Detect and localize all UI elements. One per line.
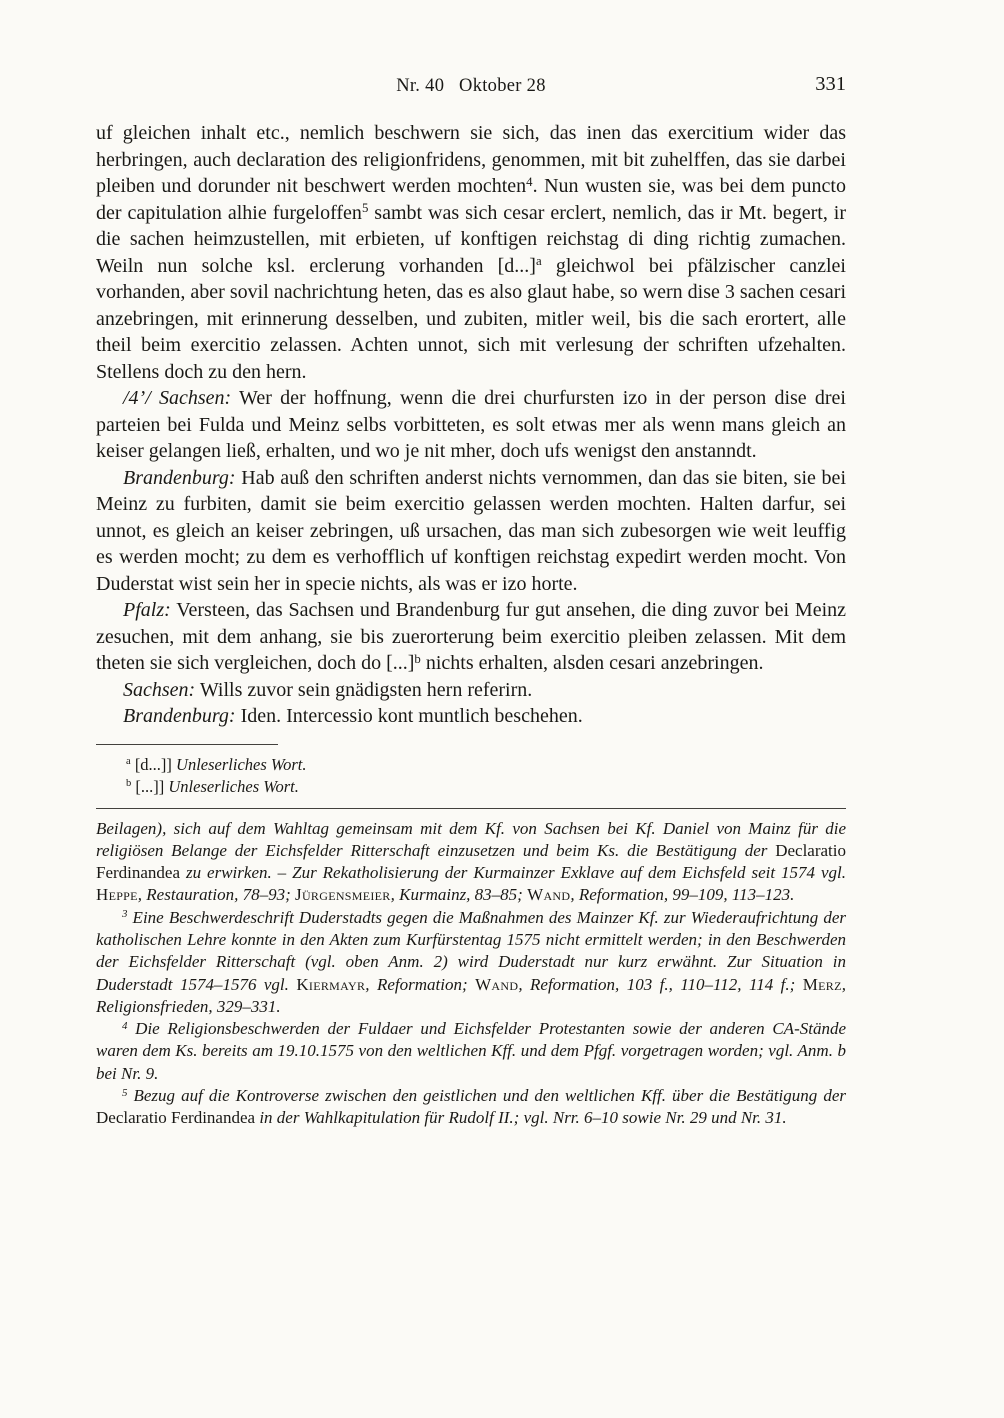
text-segment: Declaratio Ferdinandea	[96, 1108, 256, 1128]
text-segment: Wer der hoffnung, wenn die drei churfursten izo in der person dise drei parteien bei Fulda und Meinz selbs vorbitteten, es solt etwas mer als wenn mans gleich an keiser gelangen ließ, erhalten, und wo je nit mher, doch ufs wenigst den anstanndt.	[96, 387, 846, 462]
text-segment: Merz	[802, 974, 842, 994]
text-segment: , Kurmainz, 83–85;	[390, 885, 528, 905]
page-number: 331	[815, 73, 846, 95]
text-segment: , Restauration, 78–93;	[137, 885, 296, 905]
superscript-ref: 3	[122, 908, 128, 921]
text-segment: Brandenburg:	[123, 466, 236, 489]
main-text	[96, 120, 846, 730]
apparatus-note	[96, 754, 846, 776]
footnote	[96, 1085, 846, 1130]
apparatus-separator	[96, 744, 278, 745]
superscript-ref: 5	[361, 201, 369, 216]
body-paragraph	[96, 597, 846, 677]
page-header	[96, 73, 846, 104]
text-segment: Sachsen:	[123, 678, 196, 701]
text-segment: Brandenburg:	[123, 705, 236, 727]
text-block	[96, 73, 846, 1130]
footnote-separator	[96, 808, 846, 809]
text-segment: Wills zuvor sein gnädigsten hern referirn.	[195, 678, 533, 701]
text-segment: Wand	[475, 974, 519, 994]
footnote	[96, 907, 846, 1018]
body-paragraph	[96, 120, 846, 385]
footnote-list	[96, 818, 846, 1130]
superscript-ref: 4	[122, 1019, 128, 1032]
body-paragraph	[96, 677, 846, 704]
text-segment: Die Religionsbeschwerden der Fuldaer und Eichsfelder Protestanten sowie der anderen CA-Stände waren dem Ks. bereits am 19.10.1575 von den weltlichen Kff. und dem Pfgf. vorgetragen worden; vgl. Anm. b bei Nr. 9.	[96, 1019, 846, 1083]
text-segment: Kiermayr	[296, 974, 366, 994]
text-segment: Beilagen), sich auf dem Wahltag gemeinsam mit dem Kf. von Sachsen bei Kf. Daniel von Mainz für die religiösen Belange der Eichsfelder Ritterschaft einzusetzen und beim Ks. die Bestätigung der	[96, 818, 846, 860]
text-segment: Declaratio Ferdinandea	[96, 840, 846, 883]
text-segment: Versteen, das Sachsen und Brandenburg fur gut ansehen, die ding zuvor bei Meinz zesuchen, mit dem anhang, sie bis zuerorterung beim exercitio pleiben zelassen. Mit dem theten sie sich vergleichen, doch do [...]	[96, 599, 846, 674]
text-segment: Unleserliches Wort.	[176, 754, 307, 774]
text-segment: zu erwirken. – Zur Rekatholisierung der Kurmainzer Exklave auf dem Eichsfeld seit 1574 vgl.	[180, 863, 846, 883]
text-segment: , Reformation, 99–109, 113–123.	[570, 885, 795, 905]
text-segment: Pfalz:	[123, 599, 171, 621]
text-segment: Unleserliches Wort.	[168, 776, 299, 796]
superscript-ref: b	[414, 651, 421, 666]
apparatus-list	[96, 754, 846, 798]
body-paragraph	[96, 385, 846, 465]
text-segment: Iden. Intercessio kont muntlich beschehen.	[235, 705, 583, 727]
apparatus-note	[96, 776, 846, 798]
text-segment: gleichwol bei pfälzischer canzlei vorhanden, aber sovil nachrichtung heten, das es also glaut habe, so wern dise 3 sachen cesari anzebringen, mit erinnerung desselben, und zubiten, mitler weil, bis die sach erortert, alle theil beim exercitio zelassen. Achten unnot, sich mit verlesung der schriften ufzehalten. Stellens doch zu den hern.	[96, 254, 846, 383]
body-paragraph	[96, 703, 846, 730]
text-segment: [...]]	[131, 776, 169, 796]
text-segment: nichts erhalten, alsden cesari anzebringen.	[420, 652, 764, 674]
text-segment: [d...]]	[130, 754, 177, 774]
footnote	[96, 818, 846, 907]
text-segment: Jürgensmeier	[295, 885, 391, 905]
text-segment: uf gleichen inhalt etc., nemlich beschwern sie sich, das inen das exercitium wider das herbringen, auch declaration des religionfridens, genommen, mit bit zuhelffen, das sie darbei pleiben und dorunder nit beschwert werden mochten	[96, 122, 846, 197]
text-segment: Bezug auf die Kontroverse zwischen den geistlichen und den weltlichen Kff. über die Bestätigung der	[127, 1086, 846, 1106]
text-segment: Wand	[527, 885, 571, 905]
superscript-ref: a	[126, 756, 131, 768]
footnote	[96, 1018, 846, 1085]
text-segment: Hab auß den schriften anderst nichts vernommen, dan das sie biten, sie bei Meinz zu furbiten, damit sie beim exercitio gelassen werden mochten. Halten darfur, sei unnot, es gleich an keiser zebringen, uß ursachen, das man sich zubesorgen wie weit leuffig es werden mocht; zu dem es verhofflich uf konftigen reichstag expedirt werden mocht. Von Duderstat wist sein her in specie nichts, als was er izo horte.	[96, 466, 846, 595]
text-segment: sambt was sich cesar erclert, nemlich, das ir Mt. begert, ir die sachen heimzustellen, mit erbieten, uf konftigen reichstag di ding richtig zumachen. Weiln nun solche ksl. erclerung vorhanden [d...]	[96, 201, 846, 277]
superscript-ref: a	[535, 254, 542, 269]
text-segment: Eine Beschwerdeschrift Duderstadts gegen die Maßnahmen des Mainzer Kf. zur Wiederaufrichtung der katholischen Lehre konnte in den Akten zum Kurfürstentag 1575 nicht ermittelt werden; in den Beschwerden der Eichsfelder Ritterschaft (vgl. oben Anm. 2) wird Duderstadt nur kurz erwähnt. Zur Situation in Duderstadt 1574–1576 vgl.	[96, 907, 846, 994]
text-segment: Heppe	[96, 885, 138, 905]
body-paragraph	[96, 465, 846, 598]
apparatus-section	[96, 744, 846, 798]
text-segment: . Nun wusten sie, was bei dem puncto der capitulation alhie furgeloffen	[96, 175, 846, 224]
text-segment: , Religionsfrieden, 329–331.	[96, 974, 846, 1016]
footnotes-section	[96, 808, 846, 1130]
running-title: Nr. 40 Oktober 28	[396, 76, 546, 96]
superscript-ref: 5	[122, 1086, 128, 1099]
text-segment: , Reformation;	[365, 974, 476, 994]
text-segment: /4’/ Sachsen:	[123, 387, 232, 409]
text-segment: , Reformation, 103 f., 110–112, 114 f.;	[518, 974, 803, 994]
text-segment: in der Wahlkapitulation für Rudolf II.; vgl. Nrr. 6–10 sowie Nr. 29 und Nr. 31.	[255, 1108, 787, 1128]
superscript-ref: 4	[526, 174, 533, 189]
superscript-ref: b	[126, 778, 132, 790]
